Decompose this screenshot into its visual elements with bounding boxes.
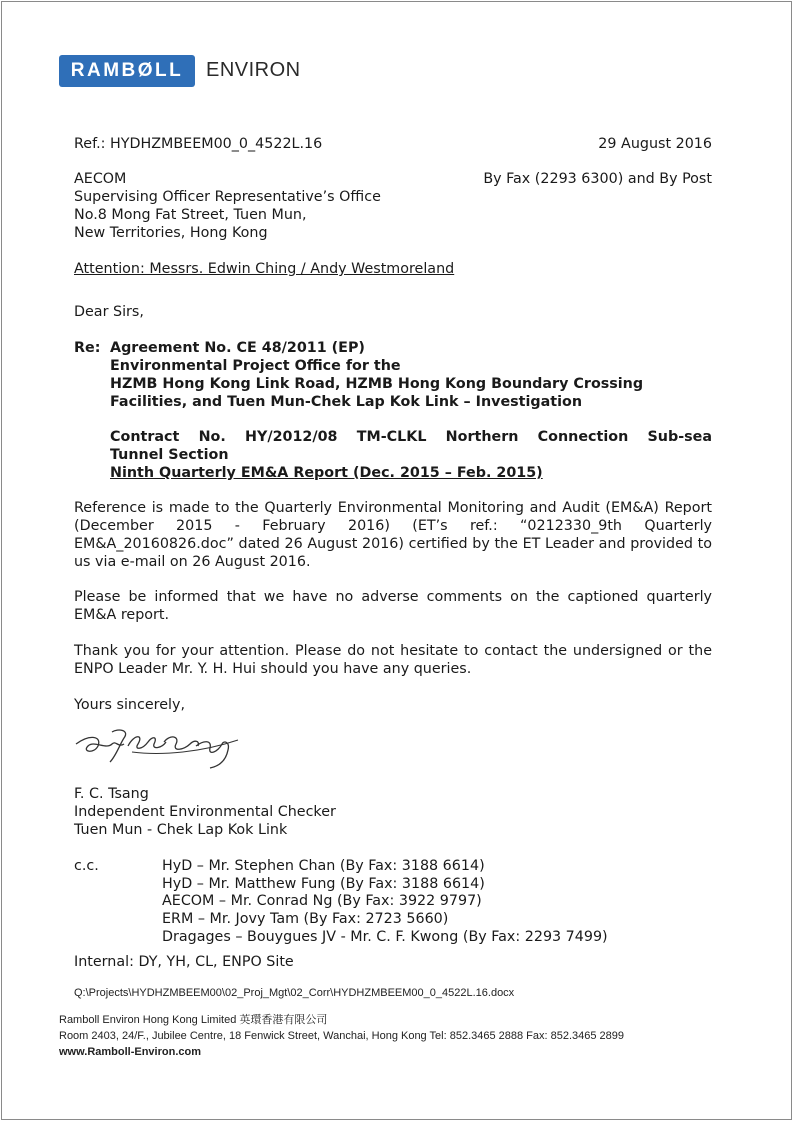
paragraph-thanks: Thank you for your attention. Please do not hesitate to contact the undersigned or the ENPO Leader Mr. Y. H. Hui should you have any queries. <box>74 643 712 677</box>
cc-recipient: ERM – Mr. Jovy Tam (By Fax: 2723 5660) <box>162 911 449 927</box>
letter-date: 29 August 2016 <box>598 136 712 152</box>
attention-line: Attention: Messrs. Edwin Ching / Andy Westmoreland <box>74 261 455 277</box>
cc-label: c.c. <box>74 858 99 874</box>
subject-line: Agreement No. CE 48/2011 (EP) <box>110 340 365 356</box>
subject-line: Environmental Project Office for the <box>110 358 401 374</box>
closing: Yours sincerely, <box>74 697 185 713</box>
cc-recipient: HyD – Mr. Stephen Chan (By Fax: 3188 6614) <box>162 858 485 874</box>
cc-recipient: HyD – Mr. Matthew Fung (By Fax: 3188 6614) <box>162 876 485 892</box>
ramboll-logo <box>59 55 195 87</box>
cc-recipient: AECOM – Mr. Conrad Ng (By Fax: 3922 9797) <box>162 893 482 909</box>
address-line: AECOM <box>74 171 127 187</box>
paragraph-reference: Reference is made to the Quarterly Environmental Monitoring and Audit (EM&A) Report (December 2015 - February 2016) (ET’s ref.: “0212330_9th Quarterly EM&A_20160826.doc” dated 26 August 2016) certified by the ET Leader and provided to us via e-mail on 26 August 2016. <box>74 500 712 570</box>
contract-line: Tunnel Section <box>110 447 229 463</box>
address-line: New Territories, Hong Kong <box>74 225 268 241</box>
internal-distribution: Internal: DY, YH, CL, ENPO Site <box>74 954 294 970</box>
delivery-method: By Fax (2293 6300) and By Post <box>483 171 712 187</box>
report-title: Ninth Quarterly EM&A Report (Dec. 2015 – Feb. 2015) <box>110 465 543 481</box>
footer-company: Ramboll Environ Hong Kong Limited 英環香港有限公司 <box>59 1014 328 1026</box>
contract-line: Contract No. HY/2012/08 TM-CLKL Northern Connection Sub-sea <box>110 429 712 445</box>
footer-website: www.Ramboll-Environ.com <box>59 1046 201 1058</box>
signatory-name: F. C. Tsang <box>74 786 149 802</box>
reference-number: Ref.: HYDHZMBEEM00_0_4522L.16 <box>74 136 323 152</box>
subject-line: Facilities, and Tuen Mun-Chek Lap Kok Link – Investigation <box>110 394 582 410</box>
footer-address: Room 2403, 24/F., Jubilee Centre, 18 Fenwick Street, Wanchai, Hong Kong Tel: 852.3465 2888 Fax: 852.3465 2899 <box>59 1030 625 1042</box>
subject-re-label: Re: <box>74 340 101 356</box>
logo-suffix: ENVIRON <box>206 59 301 81</box>
address-line: Supervising Officer Representative’s Office <box>74 189 381 205</box>
signatory-title: Independent Environmental Checker <box>74 804 336 820</box>
paragraph-no-comments: Please be informed that we have no adverse comments on the captioned quarterly EM&A report. <box>74 589 712 623</box>
handwritten-signature <box>72 722 242 772</box>
file-path: Q:\Projects\HYDHZMBEEM00\02_Proj_Mgt\02_Corr\HYDHZMBEEM00_0_4522L.16.docx <box>74 987 515 999</box>
logo-brand: RAMBØLL <box>70 60 184 81</box>
subject-line: HZMB Hong Kong Link Road, HZMB Hong Kong Boundary Crossing <box>110 376 644 392</box>
cc-recipient: Dragages – Bouygues JV - Mr. C. F. Kwong (By Fax: 2293 7499) <box>162 929 608 945</box>
signatory-project: Tuen Mun - Chek Lap Kok Link <box>74 822 288 838</box>
salutation: Dear Sirs, <box>74 304 144 320</box>
address-line: No.8 Mong Fat Street, Tuen Mun, <box>74 207 307 223</box>
